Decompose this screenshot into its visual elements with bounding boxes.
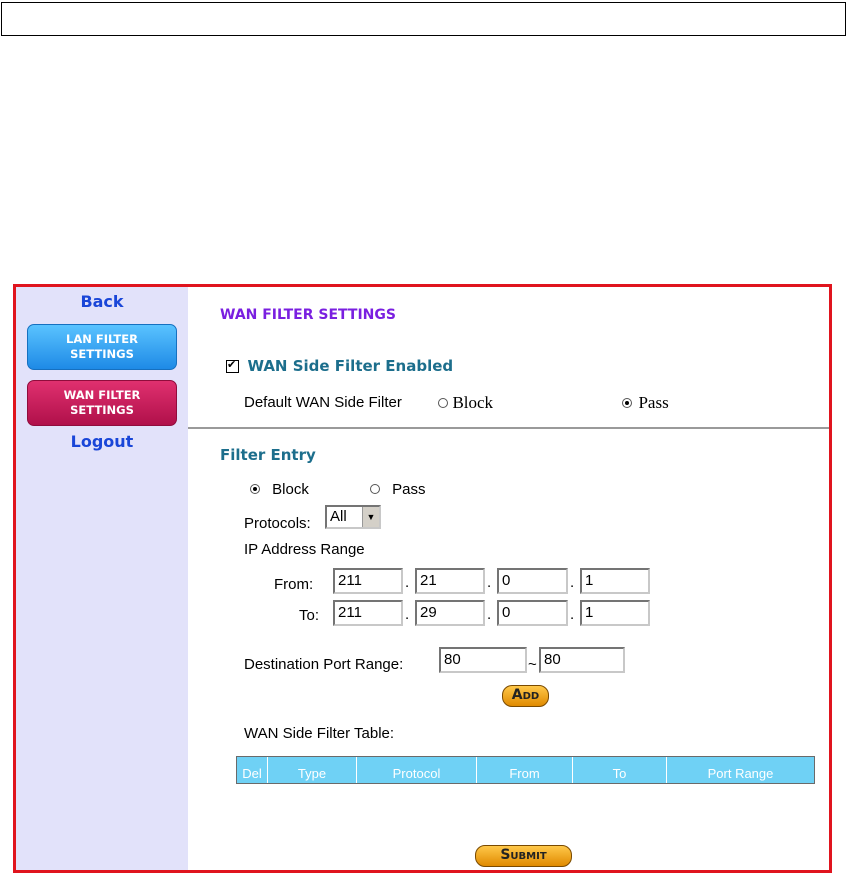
port-range-separator: ~ — [528, 656, 537, 673]
section-divider — [188, 427, 829, 429]
column-header-protocol: Protocol — [357, 757, 477, 783]
entry-pass-option — [370, 480, 426, 498]
wan-filter-settings-button[interactable] — [27, 380, 177, 426]
from-label: From: — [274, 576, 314, 593]
entry-pass-label: Pass — [392, 480, 426, 498]
lan-filter-settings-button[interactable] — [27, 324, 177, 370]
wan-filter-enabled-checkbox[interactable] — [226, 360, 239, 373]
to-ip-octet-4[interactable]: 1 — [580, 600, 650, 626]
main-content — [188, 287, 829, 870]
entry-pass-radio[interactable] — [370, 484, 380, 494]
lan-button-line-2: SETTINGS — [70, 347, 134, 361]
destination-port-range-label: Destination Port Range: — [244, 656, 404, 673]
top-empty-box — [1, 2, 846, 36]
submit-button[interactable]: Submit — [475, 845, 572, 867]
to-ip-octet-1[interactable]: 211 — [333, 600, 403, 626]
port-range-from-input[interactable]: 80 — [439, 647, 527, 673]
to-label: To: — [299, 607, 320, 624]
sidebar — [16, 287, 188, 870]
from-ip-octet-2[interactable]: 21 — [415, 568, 485, 594]
from-ip-octet-3[interactable]: 0 — [497, 568, 568, 594]
wan-filter-enabled-label: WAN Side Filter Enabled — [247, 357, 454, 375]
chevron-down-icon: ▼ — [362, 507, 379, 527]
wan-button-line-1: WAN FILTER — [63, 388, 141, 402]
default-block-radio[interactable] — [438, 398, 448, 408]
logout-link[interactable]: Logout — [70, 432, 134, 451]
column-header-type: Type — [268, 757, 357, 783]
from-ip-octet-4[interactable]: 1 — [580, 568, 650, 594]
back-link[interactable]: Back — [80, 292, 124, 311]
column-header-port-range: Port Range — [707, 766, 774, 781]
wan-filter-table-header — [236, 756, 815, 784]
entry-block-radio[interactable] — [250, 484, 260, 494]
entry-block-label: Block — [272, 480, 309, 498]
column-header-del: Del — [237, 757, 268, 783]
to-dot-1: . — [405, 606, 410, 623]
default-pass-radio[interactable] — [622, 398, 632, 408]
wan-filter-enable-row — [226, 357, 453, 375]
from-dot-1: . — [405, 574, 410, 591]
to-dot-2: . — [487, 606, 492, 623]
column-header-to: To — [573, 757, 667, 783]
column-header-from: From — [477, 757, 573, 783]
protocols-select[interactable] — [325, 505, 381, 529]
filter-entry-title: Filter Entry — [220, 446, 316, 464]
default-block-option — [438, 393, 493, 413]
add-button[interactable]: Add — [502, 685, 549, 707]
from-ip-octet-1[interactable]: 211 — [333, 568, 403, 594]
default-block-label: Block — [452, 393, 494, 412]
default-filter-label: Default WAN Side Filter — [244, 394, 402, 411]
to-ip-octet-3[interactable]: 0 — [497, 600, 568, 626]
port-range-to-input[interactable]: 80 — [539, 647, 625, 673]
entry-block-option — [250, 480, 309, 498]
from-dot-3: . — [570, 574, 575, 591]
page-title: WAN FILTER SETTINGS — [220, 307, 396, 323]
lan-button-line-1: LAN FILTER — [66, 332, 138, 346]
default-pass-option — [622, 393, 669, 413]
ip-range-label: IP Address Range — [244, 541, 365, 558]
to-dot-3: . — [570, 606, 575, 623]
wan-button-line-2: SETTINGS — [70, 403, 134, 417]
to-ip-octet-2[interactable]: 29 — [415, 600, 485, 626]
default-pass-label: Pass — [638, 393, 669, 412]
router-settings-frame — [13, 284, 832, 873]
filter-table-label: WAN Side Filter Table: — [244, 725, 395, 742]
from-dot-2: . — [487, 574, 492, 591]
protocols-label: Protocols: — [244, 515, 311, 532]
protocol-selected-value: All — [330, 508, 347, 525]
